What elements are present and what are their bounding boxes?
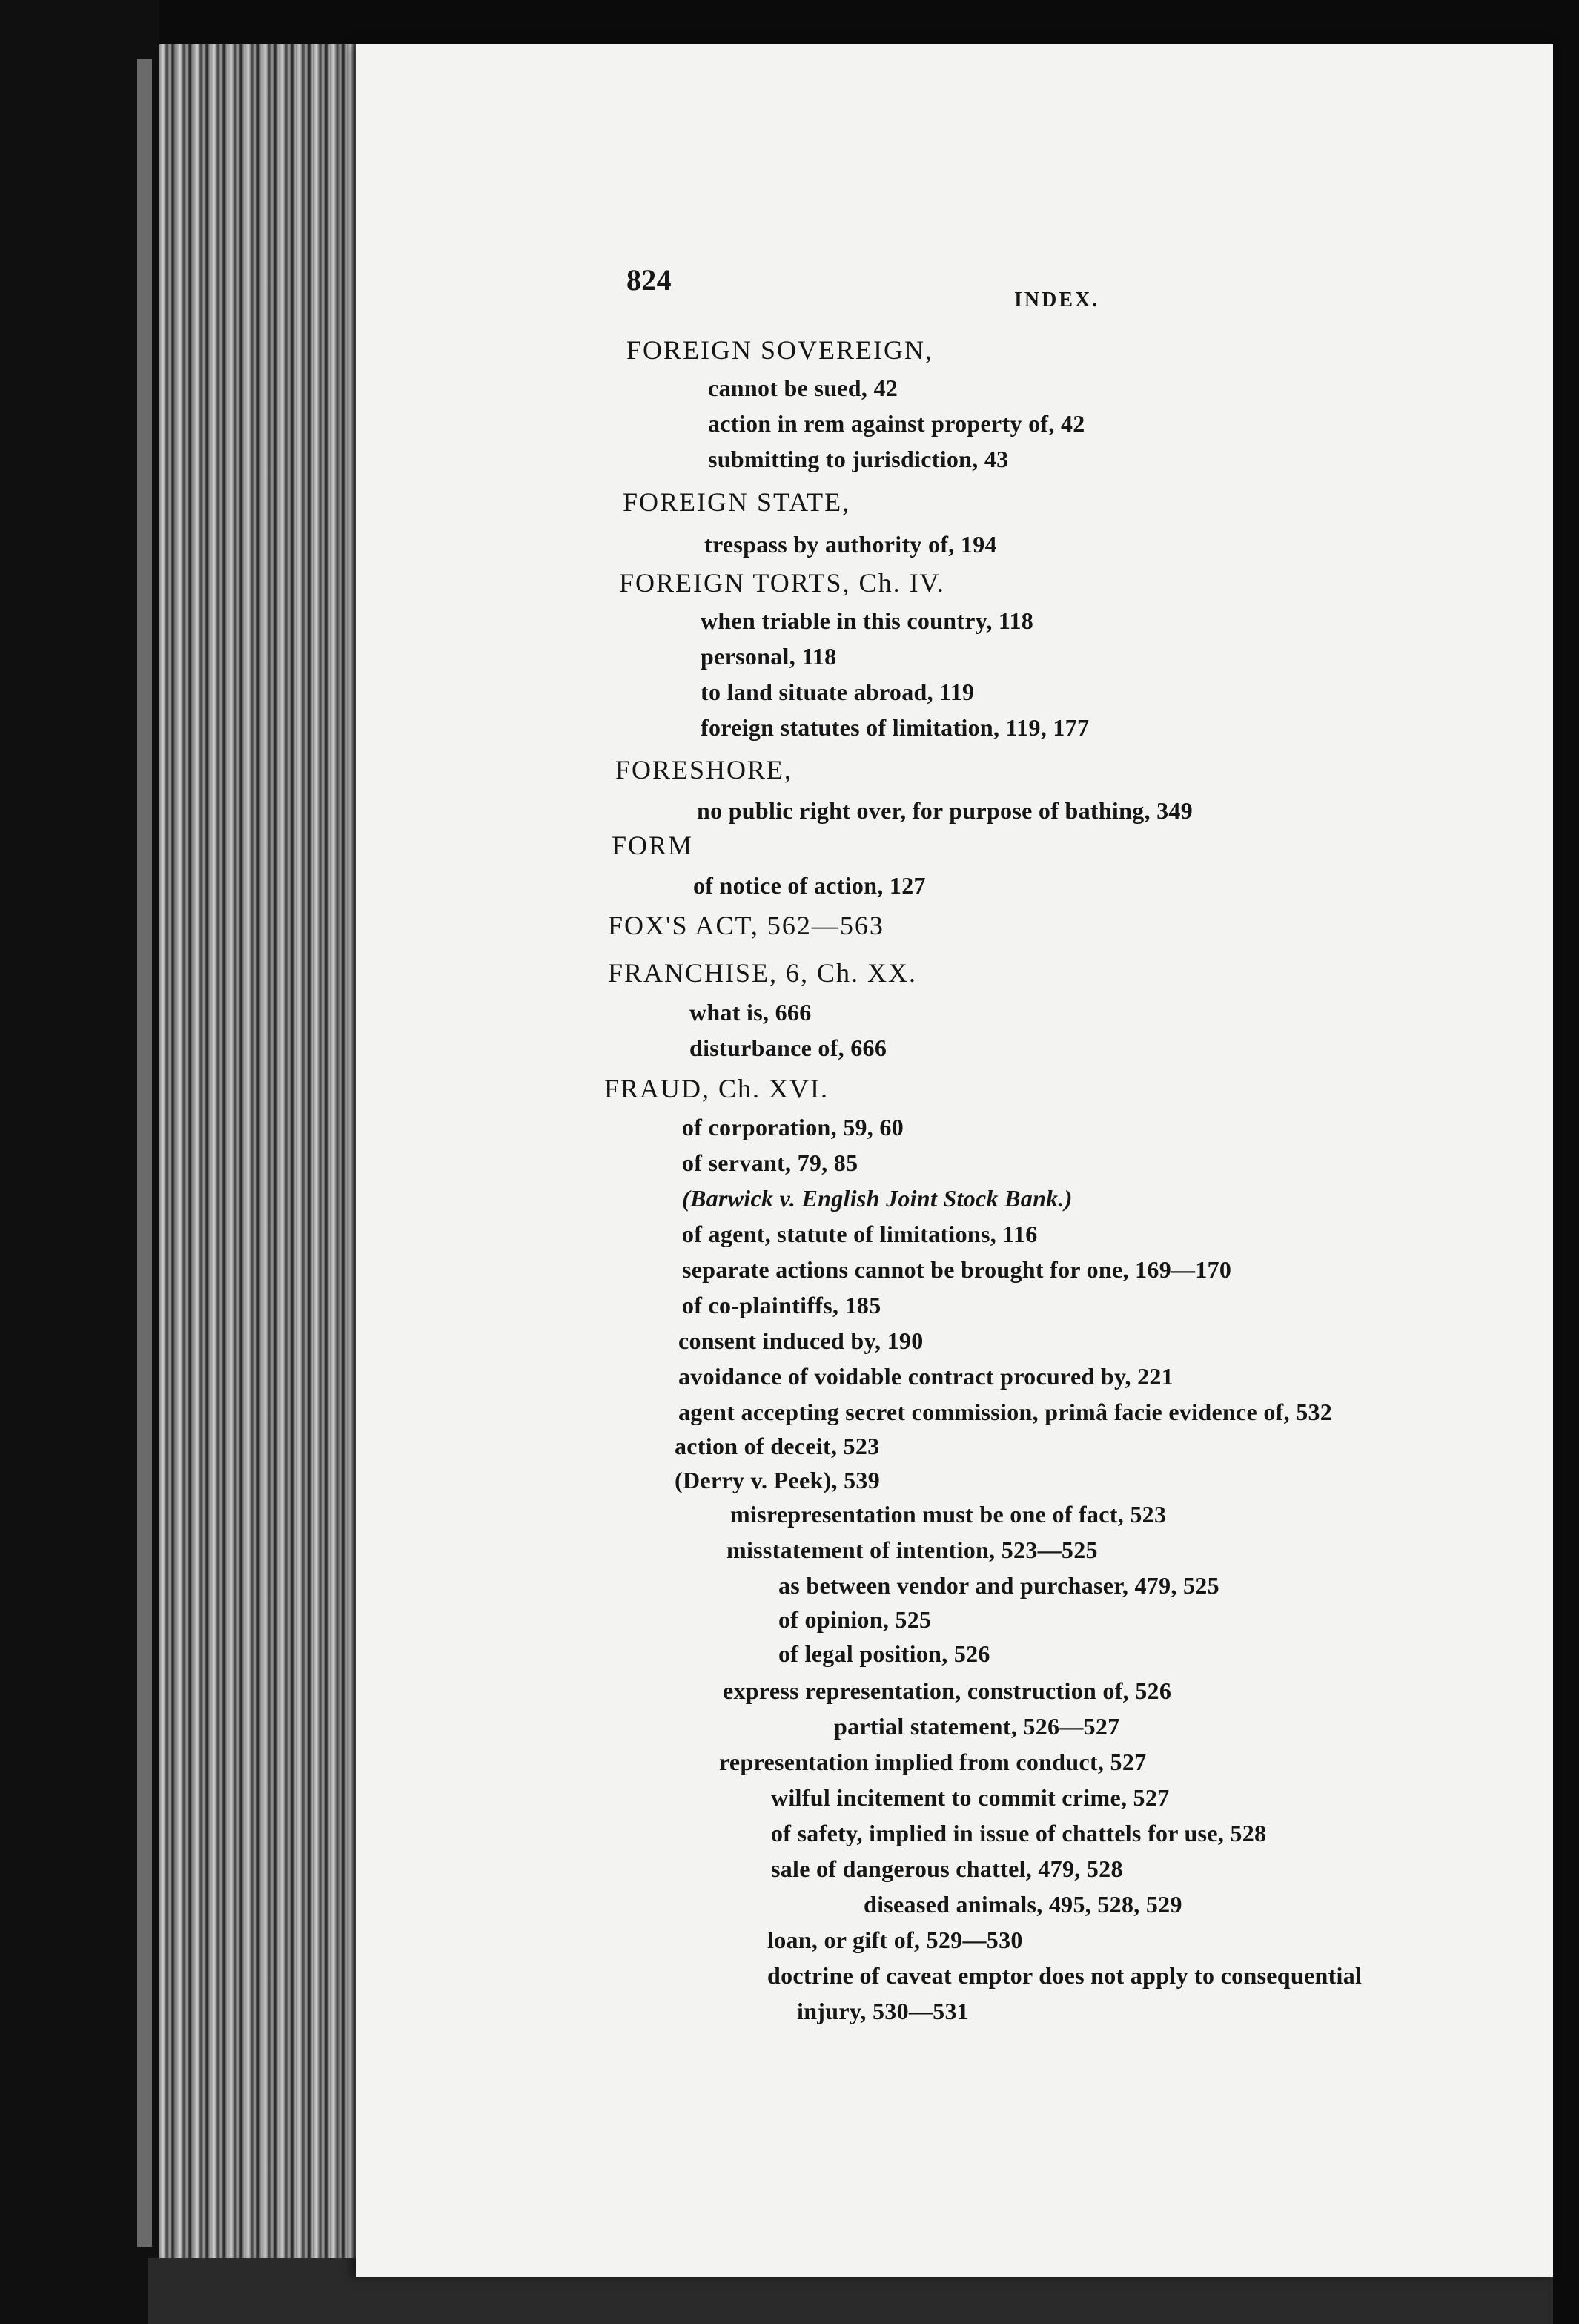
index-subentry: of opinion, 525 — [778, 1606, 932, 1633]
index-subentry: (Barwick v. English Joint Stock Bank.) — [682, 1185, 1073, 1212]
index-subentry: misstatement of intention, 523—525 — [726, 1536, 1098, 1563]
index-subentry: loan, or gift of, 529—530 — [767, 1927, 1023, 1953]
index-subentry: no public right over, for purpose of bathing, 349 — [697, 797, 1194, 824]
index-subentry: avoidance of voidable contract procured by, 221 — [678, 1363, 1174, 1390]
index-subentry: consent induced by, 190 — [678, 1327, 924, 1354]
index-subentry: partial statement, 526—527 — [834, 1713, 1120, 1740]
index-heading: FORESHORE, — [615, 755, 793, 785]
index-subentry: foreign statutes of limitation, 119, 177 — [701, 714, 1090, 741]
index-subentry: separate actions cannot be brought for one, 169—170 — [682, 1256, 1232, 1283]
index-subentry: of corporation, 59, 60 — [682, 1114, 904, 1140]
index-subentry: of safety, implied in issue of chattels for use, 528 — [771, 1820, 1267, 1846]
index-page — [356, 44, 1553, 2277]
index-subentry: action of deceit, 523 — [675, 1433, 880, 1459]
index-heading: FRAUD, Ch. XVI. — [604, 1074, 830, 1103]
index-subentry: cannot be sued, 42 — [708, 374, 898, 401]
index-heading: FORM — [612, 831, 694, 860]
index-subentry: of servant, 79, 85 — [682, 1149, 858, 1176]
index-subentry: submitting to jurisdiction, 43 — [708, 446, 1009, 472]
index-subentry: sale of dangerous chattel, 479, 528 — [771, 1855, 1123, 1882]
index-subentry: representation implied from conduct, 527 — [719, 1749, 1147, 1775]
index-subentry: agent accepting secret commission, primâ facie evidence of, 532 — [678, 1399, 1333, 1425]
index-subentry: doctrine of caveat emptor does not apply to consequential — [767, 1962, 1363, 1989]
book-edge-strip — [137, 59, 152, 2247]
index-subentry: of notice of action, 127 — [693, 872, 926, 899]
index-heading: FOREIGN SOVEREIGN, — [626, 335, 933, 365]
page-number: 824 — [626, 263, 672, 297]
index-subentry: as between vendor and purchaser, 479, 525 — [778, 1572, 1219, 1599]
index-subentry: trespass by authority of, 194 — [704, 531, 997, 558]
index-subentry: when triable in this country, 118 — [701, 607, 1034, 634]
running-head: INDEX. — [1014, 288, 1100, 311]
index-heading: FRANCHISE, 6, Ch. XX. — [608, 958, 918, 988]
index-subentry: express representation, construction of, 526 — [723, 1677, 1172, 1704]
index-subentry: diseased animals, 495, 528, 529 — [864, 1891, 1182, 1918]
index-subentry: to land situate abroad, 119 — [701, 679, 975, 705]
index-heading: FOX'S ACT, 562—563 — [608, 911, 884, 940]
index-subentry: action in rem against property of, 42 — [708, 410, 1085, 437]
index-subentry: personal, 118 — [701, 643, 837, 670]
scan-background-right — [1553, 0, 1579, 2324]
index-subentry: of agent, statute of limitations, 116 — [682, 1221, 1038, 1247]
index-subentry: (Derry v. Peek), 539 — [675, 1467, 881, 1493]
index-subentry: injury, 530—531 — [797, 1998, 970, 2024]
index-subentry: of co-plaintiffs, 185 — [682, 1292, 881, 1318]
index-subentry: misrepresentation must be one of fact, 523 — [730, 1501, 1167, 1528]
index-subentry: of legal position, 526 — [778, 1640, 990, 1667]
index-subentry: disturbance of, 666 — [689, 1034, 887, 1061]
index-subentry: wilful incitement to commit crime, 527 — [771, 1784, 1170, 1811]
scan-background-left — [0, 0, 159, 2324]
book-spine — [159, 44, 356, 2269]
index-heading: FOREIGN STATE, — [623, 487, 851, 517]
index-heading: FOREIGN TORTS, Ch. IV. — [619, 568, 945, 598]
index-subentry: what is, 666 — [689, 999, 812, 1026]
